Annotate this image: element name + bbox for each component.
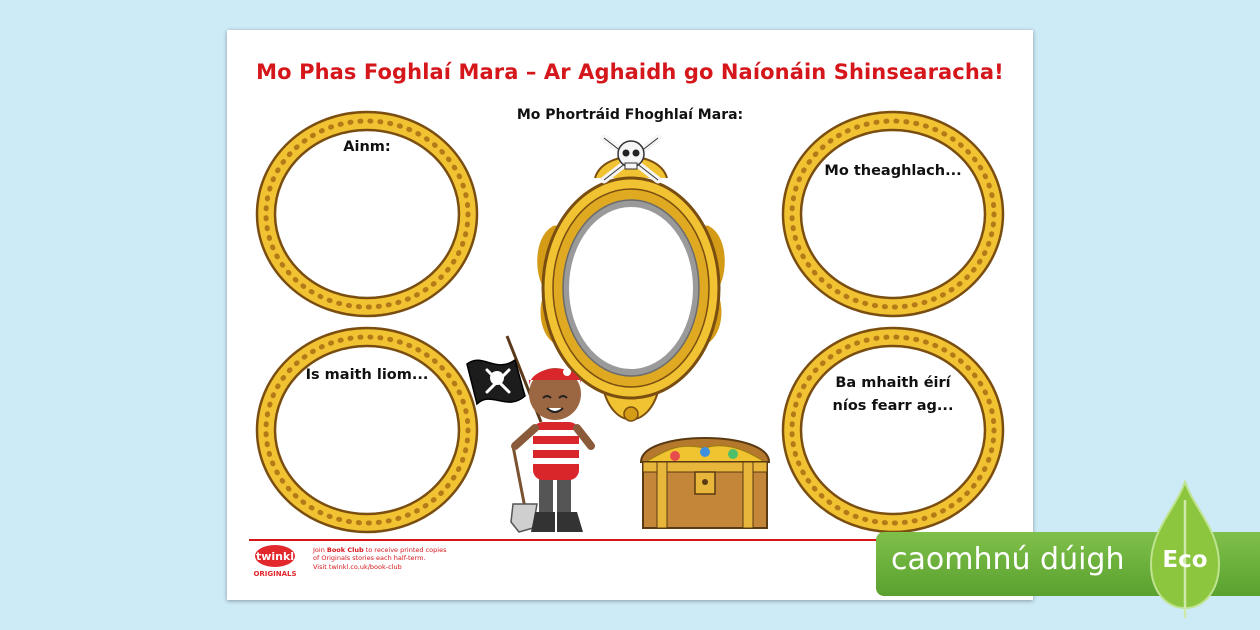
- treasure-chest-icon: [635, 422, 775, 532]
- frame-family: [780, 109, 1006, 319]
- footer-book-club: Book Club: [326, 546, 364, 554]
- frame-better: [780, 325, 1006, 535]
- eco-badge-text: caomhnú dúigh: [891, 542, 1125, 577]
- logo-sub: ORIGINALS: [253, 570, 297, 578]
- eco-word: Eco: [1162, 547, 1208, 573]
- portrait-heading: Mo Phortráid Fhoghlaí Mara:: [516, 107, 744, 123]
- frame-name: [254, 109, 480, 319]
- frame-likes: [254, 325, 480, 535]
- footer-line2: of Originals stories each half-term.: [313, 554, 426, 563]
- skull-crossbones-icon: [596, 130, 666, 186]
- footer-divider: [249, 539, 969, 541]
- name-label: Ainm:: [343, 139, 391, 155]
- worksheet-page: [227, 30, 1033, 600]
- pirate-child-icon: [495, 336, 605, 536]
- family-label: Mo theaghlach...: [824, 163, 962, 179]
- footer-text: [313, 546, 513, 571]
- worksheet-title: Mo Phas Foghlaí Mara – Ar Aghaidh go Naíonáin Shinsearacha!: [256, 60, 1004, 84]
- footer-line3: Visit twinkl.co.uk/book-club: [313, 562, 402, 571]
- likes-label: Is maith liom...: [305, 367, 429, 383]
- twinkl-originals-logo: [253, 544, 301, 584]
- footer-line1-post: to receive printed copies: [363, 546, 447, 554]
- better-label-line1: Ba mhaith éirí: [835, 375, 951, 391]
- better-label-line2: níos fearr ag...: [832, 398, 954, 414]
- footer-line1-pre: Join: [313, 546, 327, 554]
- logo-word: twinkl: [255, 550, 295, 563]
